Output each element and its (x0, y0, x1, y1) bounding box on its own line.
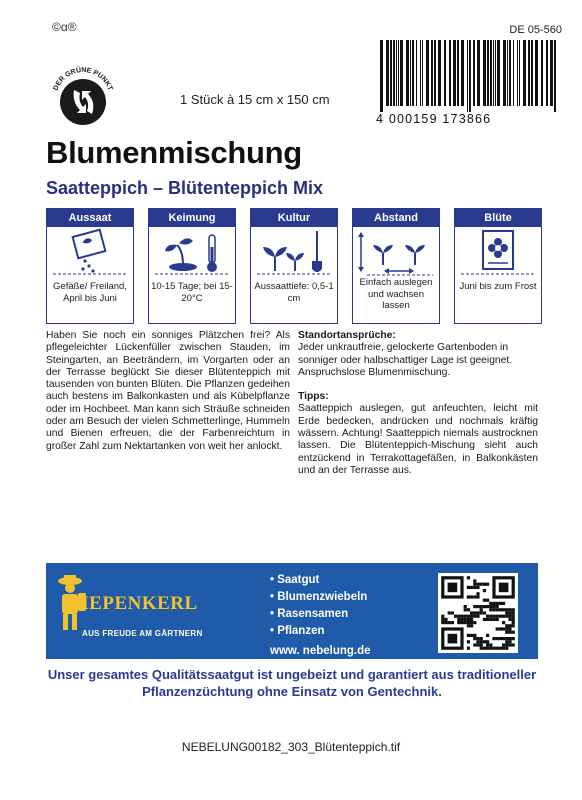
info-box-kultur (250, 208, 338, 324)
qr-module (483, 583, 486, 586)
qr-module (480, 583, 483, 586)
info-box-abstand (352, 208, 440, 324)
qr-module (512, 643, 515, 646)
qr-module (483, 647, 486, 650)
qr-module (467, 624, 470, 627)
qr-module (441, 618, 444, 621)
qr-module (467, 621, 470, 624)
qr-module (496, 605, 499, 608)
qr-module (512, 608, 515, 611)
qr-module (486, 605, 489, 608)
qr-module (480, 640, 483, 643)
qr-module (476, 605, 479, 608)
qr-module (489, 643, 492, 646)
qr-module (505, 611, 508, 614)
qr-module (473, 634, 476, 637)
standort-text: Jeder unkrautfreie, gelockerte Gartenboden in sonniger oder halbschattiger Lage ist geeignet. Anspruchslose Blumenmischung. (298, 342, 513, 378)
qr-module (492, 637, 495, 640)
qr-module (502, 647, 505, 650)
qr-module (508, 627, 511, 630)
qr-module (505, 640, 508, 643)
qr-code[interactable] (438, 573, 518, 653)
qr-module (492, 618, 495, 621)
qr-module (480, 605, 483, 608)
qr-module (480, 643, 483, 646)
qr-module (480, 647, 483, 650)
gruene-punkt-logo (44, 60, 122, 138)
qr-module (496, 602, 499, 605)
product-subtitle: Saatteppich – Blütenteppich Mix (46, 178, 324, 198)
qr-module (441, 615, 444, 618)
qr-module (489, 647, 492, 650)
qr-module (473, 595, 476, 598)
qr-module (496, 647, 499, 650)
barcode-bar (453, 40, 456, 106)
product-list-item: • Pflanzen (270, 625, 325, 637)
barcode-bar (431, 40, 433, 106)
qr-module (483, 599, 486, 602)
kiepenkerl-logo: KIEPENKERL (66, 593, 198, 614)
barcode-bar (444, 40, 446, 106)
qr-module (467, 640, 470, 643)
qr-module (448, 611, 451, 614)
qr-module (470, 586, 473, 589)
qr-module (512, 624, 515, 627)
qr-module (473, 583, 476, 586)
qr-module (476, 643, 479, 646)
qr-module (470, 634, 473, 637)
barcode-bar (493, 40, 494, 106)
quality-note: Unser gesamtes Qualitätssaatgut ist ungebeizt und garantiert aus traditioneller Pflanzenzüchtung ohne Einsatz von Gentechnik. (47, 667, 537, 699)
qr-module (460, 618, 463, 621)
barcode-bar (503, 40, 506, 106)
qr-module (454, 615, 457, 618)
qr-module (467, 615, 470, 618)
barcode-bar (554, 40, 556, 112)
qr-module (448, 583, 458, 593)
qr-module (467, 618, 470, 621)
qr-module (444, 618, 447, 621)
info-box-bluete (454, 208, 542, 324)
qr-module (499, 647, 502, 650)
barcode-bar (477, 40, 480, 106)
qr-module (512, 637, 515, 640)
info-boxes (46, 208, 542, 324)
qr-module (508, 615, 511, 618)
qr-module (502, 615, 505, 618)
qr-module (486, 643, 489, 646)
barcode-bar (422, 40, 423, 106)
qr-module (473, 611, 476, 614)
qr-module (470, 611, 473, 614)
qr-module (467, 595, 470, 598)
qr-module (444, 621, 447, 624)
info-box-text: 10-15 Tage; bei 15-20°C (151, 281, 233, 304)
qr-module (502, 637, 505, 640)
qr-module (505, 615, 508, 618)
seedling-thermometer-icon (149, 227, 235, 277)
qr-module (505, 624, 508, 627)
product-size: 1 Stück à 15 cm x 150 cm (180, 92, 330, 107)
product-list (270, 572, 371, 660)
barcode-bar (523, 40, 526, 106)
qr-module (512, 621, 515, 624)
qr-module (499, 608, 502, 611)
standort-heading: Standortansprüche: (298, 330, 396, 341)
info-box-text: Gefäße/ Freiland, April bis Juni (53, 281, 127, 304)
qr-module (512, 611, 515, 614)
qr-module (457, 615, 460, 618)
qr-module (492, 615, 495, 618)
qr-module (483, 618, 486, 621)
qr-module (476, 586, 479, 589)
qr-module (480, 608, 483, 611)
barcode-bar (461, 40, 464, 106)
info-box-text: Einfach auslegen und wachsen lassen (359, 277, 433, 311)
qr-module (496, 608, 499, 611)
qr-module (473, 605, 476, 608)
qr-module (476, 640, 479, 643)
qr-module (470, 621, 473, 624)
product-list-item: • Rasensamen (270, 608, 349, 620)
qr-module (492, 608, 495, 611)
barcode-bar (467, 40, 468, 112)
spacing-arrows-icon (353, 227, 439, 277)
qr-module (492, 602, 495, 605)
gruene-punkt-icon (44, 60, 122, 138)
qr-module (486, 647, 489, 650)
info-box-text: Juni bis zum Frost (459, 281, 537, 292)
qr-module (489, 608, 492, 611)
qr-module (476, 615, 479, 618)
copyright-mark: ©α® (52, 20, 77, 34)
barcode-bar (541, 40, 543, 106)
barcode-bar (473, 40, 475, 106)
qr-module (470, 615, 473, 618)
barcode-bar (449, 40, 451, 106)
qr-module (505, 631, 508, 634)
qr-module (486, 640, 489, 643)
qr-module (457, 621, 460, 624)
qr-module (496, 637, 499, 640)
barcode-bar (483, 40, 486, 106)
info-box-head: Keimung (149, 209, 235, 227)
product-title: Blumenmischung (46, 135, 302, 170)
qr-module (499, 627, 502, 630)
brand-banner (46, 563, 538, 659)
qr-module (512, 615, 515, 618)
barcode-bar (412, 40, 414, 106)
qr-module (502, 608, 505, 611)
barcode-bar (416, 40, 417, 106)
qr-module (473, 637, 476, 640)
qr-module (473, 586, 476, 589)
qr-module (512, 618, 515, 621)
barcode-bar (406, 40, 409, 106)
qr-module (508, 608, 511, 611)
qr-module (508, 624, 511, 627)
qr-module (467, 576, 470, 579)
qr-module (451, 611, 454, 614)
qr-module (499, 637, 502, 640)
website-link[interactable]: www. nebelung.de (270, 645, 371, 657)
info-box-text: Aussaattiefe: 0,5-1 cm (254, 281, 334, 304)
qr-module (464, 618, 467, 621)
qr-module (470, 624, 473, 627)
barcode-bar (550, 40, 553, 106)
qr-module (483, 589, 486, 592)
qr-module (483, 611, 486, 614)
qr-module (486, 634, 489, 637)
product-list-item: • Blumenzwiebeln (270, 591, 368, 603)
qr-module (448, 621, 451, 624)
qr-module (476, 592, 479, 595)
right-column (298, 330, 538, 477)
qr-module (476, 611, 479, 614)
barcode (376, 40, 562, 112)
barcode-bar (519, 40, 520, 106)
barcode-bar (438, 40, 441, 106)
info-box-keimung (148, 208, 236, 324)
qr-module (448, 634, 458, 644)
qr-module (467, 608, 470, 611)
qr-module (486, 615, 489, 618)
barcode-bar (495, 40, 496, 106)
qr-module (502, 621, 505, 624)
qr-module (480, 611, 483, 614)
qr-module (460, 621, 463, 624)
info-box-head: Blüte (455, 209, 541, 227)
qr-module (508, 637, 511, 640)
barcode-bar (509, 40, 511, 106)
qr-module (464, 615, 467, 618)
qr-module (502, 602, 505, 605)
barcode-bar (420, 40, 421, 106)
svg-text:DER GRÜNE PUNKT: DER GRÜNE PUNKT (52, 66, 114, 92)
qr-module (451, 621, 454, 624)
qr-module (473, 643, 476, 646)
qr-module (505, 647, 508, 650)
barcode-bar (393, 40, 395, 106)
qr-module (476, 595, 479, 598)
qr-module (508, 631, 511, 634)
qr-module (489, 602, 492, 605)
qr-module (502, 643, 505, 646)
qr-module (473, 615, 476, 618)
barcode-bar (487, 40, 489, 106)
info-box-head: Aussaat (47, 209, 133, 227)
qr-module (483, 605, 486, 608)
qr-module (496, 618, 499, 621)
barcode-bar (386, 40, 389, 106)
barcode-bar (457, 40, 459, 106)
qr-module (483, 640, 486, 643)
info-box-aussaat (46, 208, 134, 324)
barcode-bar (497, 40, 500, 106)
barcode-digits: 4 000159 173866 (376, 112, 492, 126)
barcode-bar (528, 40, 530, 106)
barcode-bar (390, 40, 392, 106)
barcode-bar (531, 40, 533, 106)
description-text: Haben Sie noch ein sonniges Plätzchen frei? Als pflegeleichter Lückenfüller zwischen Stauden, im Steingarten, an Beeträndern, im Vorgarten oder an der Terrasse beglückt Sie dieser Blütenteppich mit tausenden von bunten Blüten. Die Pflanzen gedeihen auch bestens im Balkonkasten und als Kübelpflanze oder im Hochbeet. Man kann sich Sträuße schneiden oder am Besuch der vielen Schmetterlinge, Hummeln und Bienen erfreuen, die der Farbenreichtum in großer Zahl zum Nektartanken von weit her anlockt. (46, 330, 290, 452)
qr-module (512, 631, 515, 634)
qr-module (508, 611, 511, 614)
qr-module (476, 637, 479, 640)
qr-module (464, 608, 467, 611)
qr-module (470, 595, 473, 598)
barcode-bar (513, 40, 514, 106)
product-code: DE 05-560 (509, 24, 562, 36)
file-name: NEBELUNG00182_303_Blütenteppich.tif (181, 740, 401, 754)
qr-module (508, 643, 511, 646)
qr-module (492, 647, 495, 650)
product-list-item: • Saatgut (270, 574, 320, 586)
barcode-bar (507, 40, 508, 106)
qr-module (486, 583, 489, 586)
barcode-bar (396, 40, 397, 106)
seedlings-shovel-icon (251, 227, 337, 277)
qr-module (464, 605, 467, 608)
qr-module (505, 608, 508, 611)
info-box-head: Abstand (353, 209, 439, 227)
barcode-bar (469, 40, 471, 112)
barcode-bar (398, 40, 399, 106)
barcode-bar (434, 40, 436, 106)
qr-module (441, 621, 444, 624)
info-box-head: Kultur (251, 209, 337, 227)
qr-module (505, 637, 508, 640)
barcode-bar (426, 40, 429, 106)
qr-module (499, 583, 509, 593)
brand-tagline: AUS FREUDE AM GÄRTNERN (82, 629, 203, 638)
barcode-bar (410, 40, 411, 106)
qr-module (505, 627, 508, 630)
qr-module (486, 618, 489, 621)
qr-module (473, 579, 476, 582)
qr-module (499, 602, 502, 605)
qr-module (508, 618, 511, 621)
qr-module (499, 615, 502, 618)
qr-module (470, 618, 473, 621)
qr-module (492, 605, 495, 608)
barcode-bar (490, 40, 492, 106)
barcode-bar (546, 40, 548, 106)
qr-module (505, 643, 508, 646)
qr-module (489, 605, 492, 608)
barcode-bar (400, 40, 403, 106)
qr-module (476, 583, 479, 586)
qr-module (508, 640, 511, 643)
qr-module (464, 621, 467, 624)
flower-calendar-icon (455, 227, 541, 277)
qr-module (496, 615, 499, 618)
seed-packet-icon (47, 227, 133, 277)
qr-module (502, 627, 505, 630)
qr-module (460, 615, 463, 618)
barcode-bar (380, 40, 383, 112)
qr-module (467, 634, 470, 637)
qr-module (467, 586, 470, 589)
qr-module (489, 615, 492, 618)
qr-module (496, 627, 499, 630)
qr-module (486, 599, 489, 602)
tipps-text: Saatteppich auslegen, gut anfeuchten, leicht mit Erde bedecken, andrücken und nochmals kräftig wässern. Achtung! Saatteppich niemals austrocknen lassen. Die Blütenteppich-Mischung sieht auch entzückend in Terrakottagefäßen, in Balkonkästen und an der Terrasse aus. (298, 403, 538, 476)
tipps-heading: Tipps: (298, 391, 329, 403)
barcode-bar (517, 40, 518, 106)
qr-module (489, 618, 492, 621)
qr-module (473, 621, 476, 624)
qr-module (480, 637, 483, 640)
qr-module (457, 618, 460, 621)
qr-module (467, 647, 470, 650)
barcode-bar (535, 40, 538, 106)
